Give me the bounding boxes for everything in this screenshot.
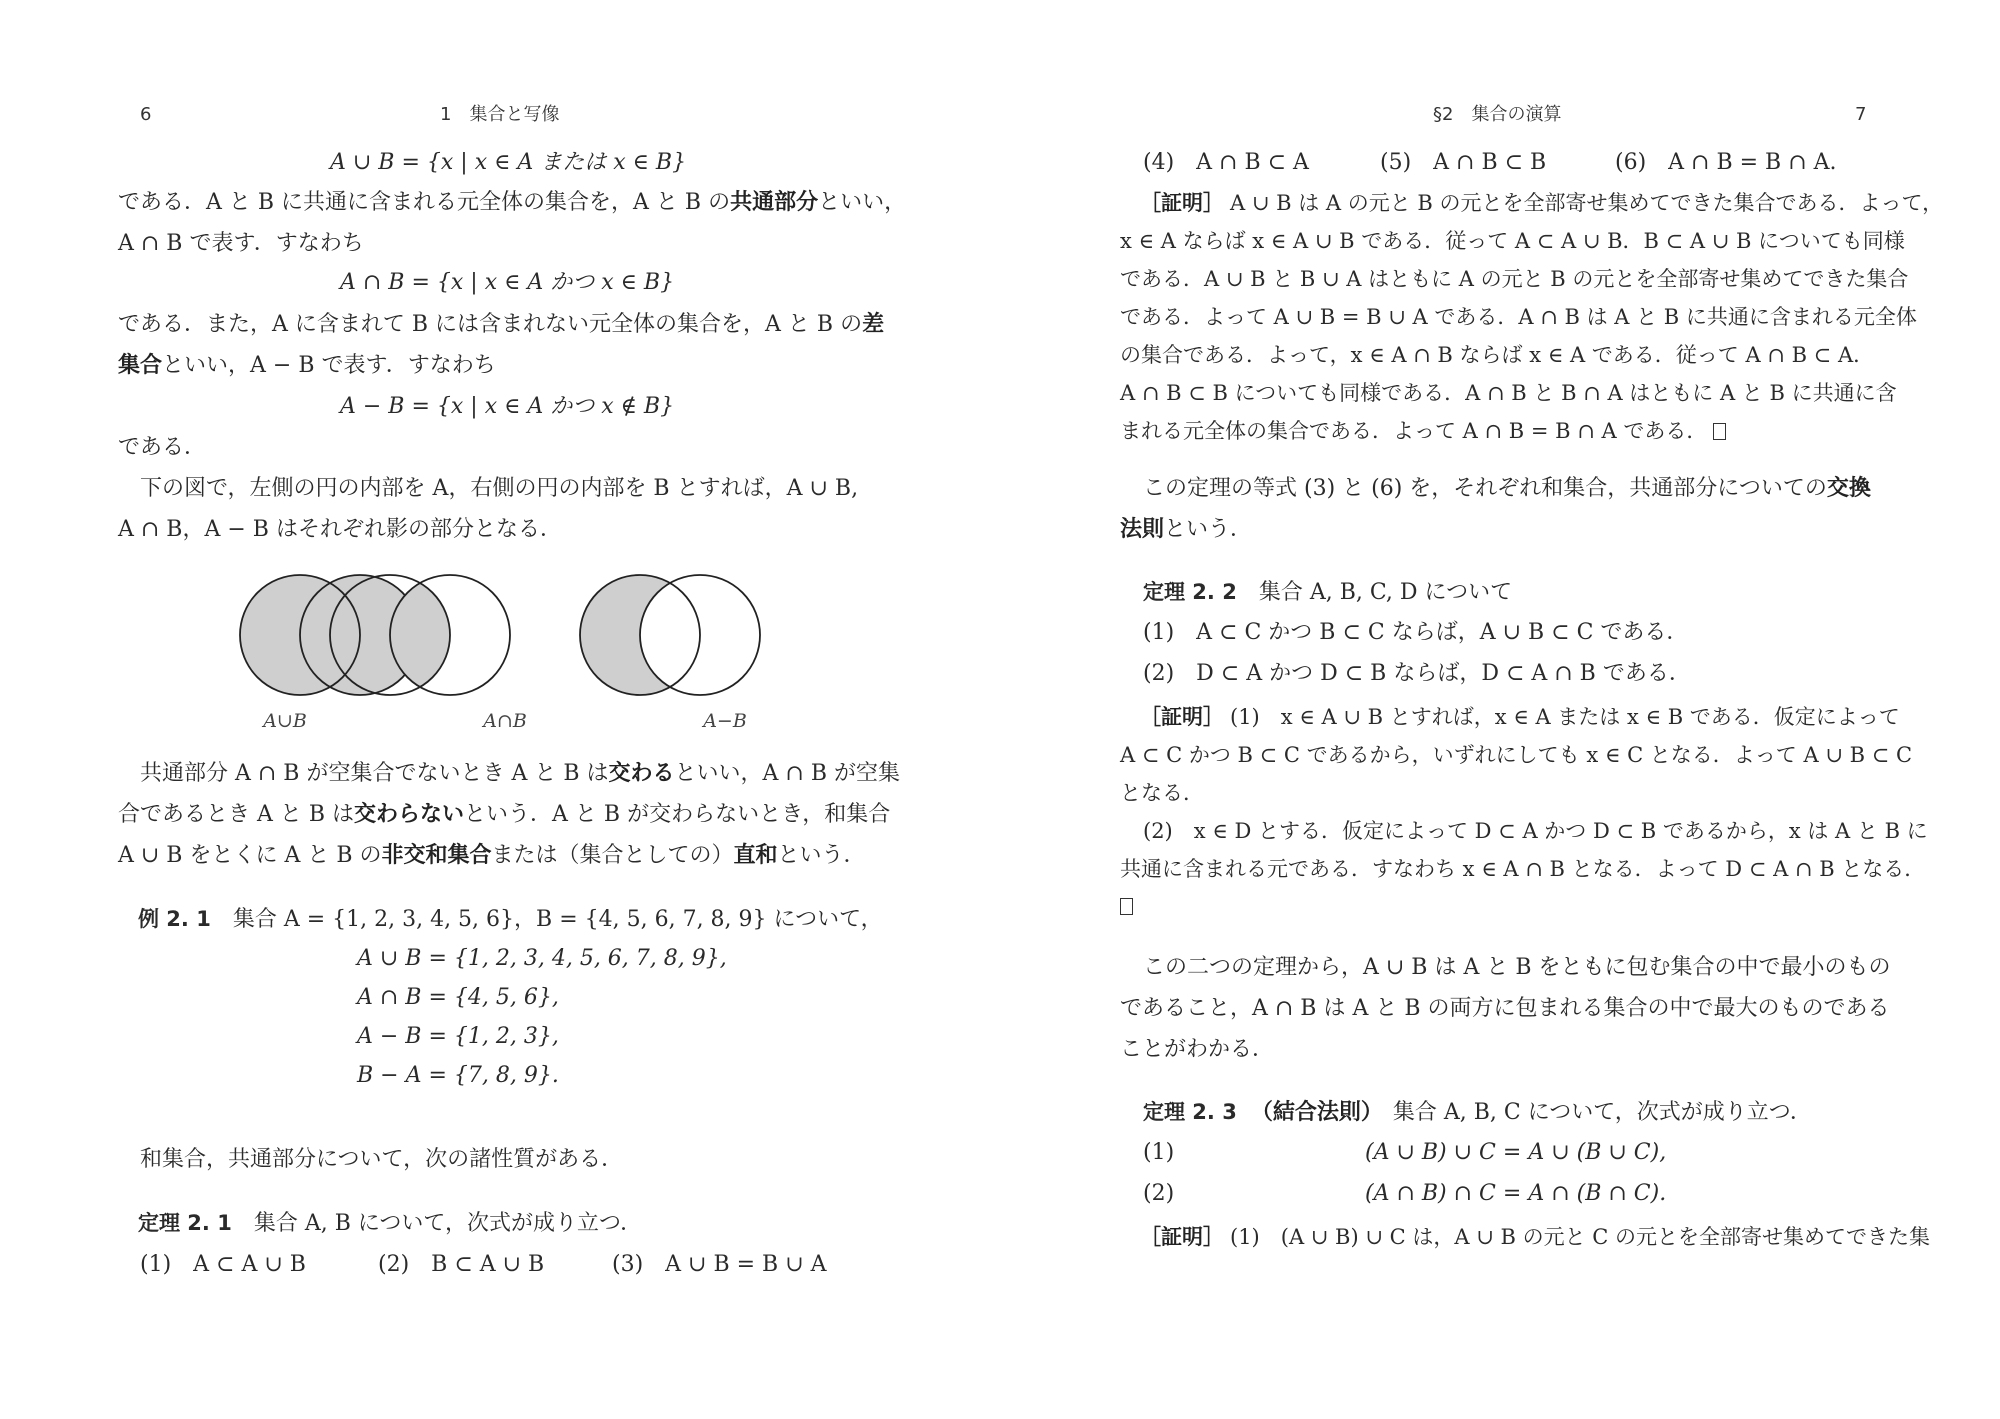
theorem-item: (2) D ⊂ A かつ D ⊂ B ならば，D ⊂ A ∩ B である． <box>1143 661 1691 686</box>
theorem-item-number: (1) <box>1143 1140 1175 1165</box>
example-line: A − B = {1, 2, 3}, <box>357 1024 559 1049</box>
venn-difference <box>580 575 760 695</box>
text-line: A ∩ B，A − B はそれぞれ影の部分となる． <box>118 517 562 542</box>
example-heading: 例 2. 1 集合 A = {1, 2, 3, 4, 5, 6}，B = {4, 5, 6, 7, 8, 9} について， <box>138 907 883 932</box>
theorem-heading: 定理 2. 2 集合 A, B, C, D について <box>1143 580 1513 605</box>
example-line: A ∪ B = {1, 2, 3, 4, 5, 6, 7, 8, 9}, <box>357 946 727 971</box>
text-line: 合であるとき A と B は交わらないという．A と B が交わらないとき，和集合 <box>118 802 891 827</box>
page-number: 6 <box>140 104 152 125</box>
proof-line: である．よって A ∪ B = B ∪ A である．A ∩ B は A と B に共通に含まれる元全体 <box>1120 305 1917 329</box>
text-line: である．また，A に含まれて B には含まれない元全体の集合を，A と B の差 <box>118 312 885 337</box>
theorem-item: (2) B ⊂ A ∪ B <box>378 1252 545 1277</box>
theorem-heading: 定理 2. 1 集合 A, B について，次式が成り立つ． <box>138 1211 643 1236</box>
theorem-item: (1) A ⊂ A ∪ B <box>140 1252 306 1277</box>
text-line: ことがわかる． <box>1120 1037 1275 1062</box>
difference-definition: A − B = {x | x ∈ A かつ x ∉ B} <box>340 394 675 419</box>
text-line: 下の図で，左側の円の内部を A，右側の円の内部を B とすれば，A ∪ B, <box>140 476 859 501</box>
text-line: である． <box>118 435 207 460</box>
proof-line: A ⊂ C かつ B ⊂ C であるから，いずれにしても x ∈ C となる．よって A ∪ B ⊂ C <box>1120 743 1913 767</box>
proof-line: ［証明］ (1) x ∈ A ∪ B とすれば，x ∈ A または x ∈ B である．仮定によって <box>1140 705 1900 729</box>
text-line: 共通部分 A ∩ B が空集合でないとき A と B は交わるといい，A ∩ B が空集 <box>140 761 900 786</box>
text-line: A ∪ B をとくに A と B の非交和集合または（集合としての）直和という． <box>118 843 866 868</box>
theorem-item: (1) A ⊂ C かつ B ⊂ C ならば，A ∪ B ⊂ C である． <box>1143 620 1689 645</box>
theorem-item-number: (2) <box>1143 1181 1175 1206</box>
example-line: A ∩ B = {4, 5, 6}, <box>357 985 559 1010</box>
proof-line: となる． <box>1120 781 1204 805</box>
theorem-heading: 定理 2. 3 （結合法則） 集合 A, B, C について，次式が成り立つ． <box>1143 1100 1812 1125</box>
proof-line: 共通に含まれる元である．すなわち x ∈ A ∩ B となる．よって D ⊂ A ∩ B となる． <box>1120 857 1926 881</box>
intersection-definition: A ∩ B = {x | x ∈ A かつ x ∈ B} <box>340 270 675 295</box>
text-line: 法則という． <box>1120 517 1253 542</box>
running-head: §2 集合の演算 <box>1433 104 1562 125</box>
venn-diagrams <box>175 570 835 710</box>
venn-caption-difference: A−B <box>703 710 747 732</box>
theorem-item: (4) A ∩ B ⊂ A <box>1143 150 1309 175</box>
running-head: 1 集合と写像 <box>440 104 560 125</box>
text-line: この定理の等式 (3) と (6) を，それぞれ和集合，共通部分についての交換 <box>1143 476 1871 501</box>
proof-line: である．A ∪ B と B ∪ A はともに A の元と B の元とを全部寄せ集めてできた集合 <box>1120 267 1909 291</box>
text-line: 集合といい，A − B で表す．すなわち <box>118 353 496 378</box>
venn-caption-union: A∪B <box>263 710 307 732</box>
union-definition: A ∪ B = {x | x ∈ A または x ∈ B} <box>330 150 687 175</box>
qed-icon <box>1120 898 1133 915</box>
venn-caption-intersection: A∩B <box>483 710 527 732</box>
theorem-item: (6) A ∩ B = B ∩ A. <box>1615 150 1837 175</box>
text-line: 和集合，共通部分について，次の諸性質がある． <box>140 1147 624 1172</box>
text-line: である．A と B に共通に含まれる元全体の集合を，A と B の共通部分といい， <box>118 190 907 215</box>
proof-line: x ∈ A ならば x ∈ A ∪ B である．従って A ⊂ A ∪ B．B ⊂ A ∪ B についても同様 <box>1120 229 1905 253</box>
text-line: A ∩ B で表す．すなわち <box>118 231 364 256</box>
theorem-formula: (A ∪ B) ∪ C = A ∪ (B ∪ C), <box>1365 1140 1667 1165</box>
qed-icon <box>1713 423 1726 440</box>
theorem-item: (5) A ∩ B ⊂ B <box>1380 150 1547 175</box>
proof-line: A ∩ B ⊂ B についても同様である．A ∩ B と B ∩ A はともに A と B に共通に含 <box>1120 381 1897 405</box>
example-line: B − A = {7, 8, 9}. <box>357 1063 559 1088</box>
proof-line: ［証明］ (1) (A ∪ B) ∪ C は，A ∪ B の元と C の元とを全部寄せ集めてできた集 <box>1140 1225 1931 1249</box>
proof-line: ［証明］ A ∪ B は A の元と B の元とを全部寄せ集めてできた集合である．よって， <box>1140 191 1944 215</box>
right-page <box>1000 0 2000 1419</box>
theorem-formula: (A ∩ B) ∩ C = A ∩ (B ∩ C). <box>1365 1181 1667 1206</box>
page-number: 7 <box>1855 104 1867 125</box>
theorem-item: (3) A ∪ B = B ∪ A <box>612 1252 827 1277</box>
proof-line: まれる元全体の集合である．よって A ∩ B = B ∩ A である． <box>1120 416 1726 446</box>
text-line: この二つの定理から，A ∪ B は A と B をともに包む集合の中で最小のもの <box>1143 955 1891 980</box>
proof-line: (2) x ∈ D とする．仮定によって D ⊂ A かつ D ⊂ B であるから，x は A と B に <box>1143 819 1928 843</box>
proof-line <box>1120 892 1133 922</box>
text-line: であること，A ∩ B は A と B の両方に包まれる集合の中で最大のものである <box>1120 996 1890 1021</box>
proof-line: の集合である．よって，x ∈ A ∩ B ならば x ∈ A である．従って A ∩ B ⊂ A． <box>1120 343 1875 367</box>
